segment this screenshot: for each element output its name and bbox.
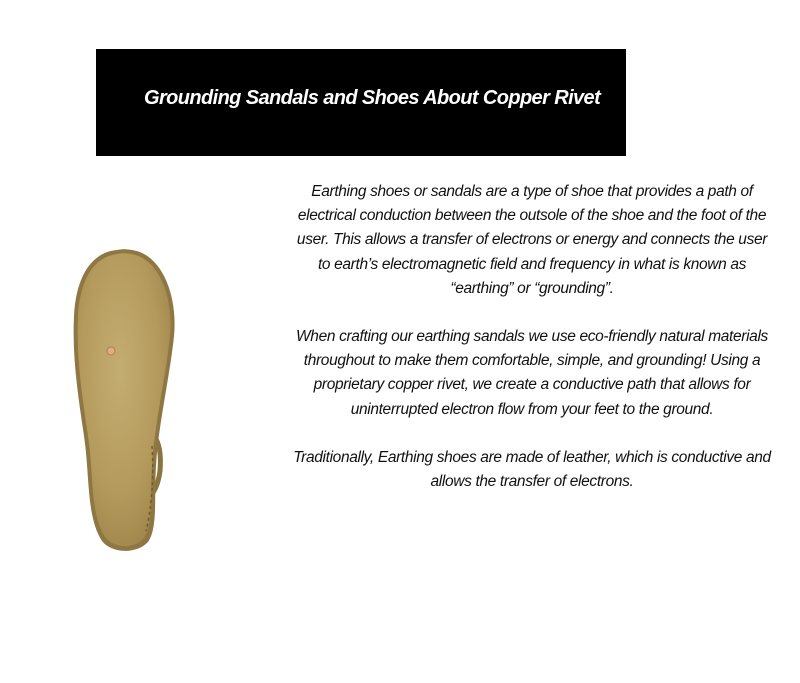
paragraph-earthing-definition: Earthing shoes or sandals are a type of shoe that provides a path of electrical conduction between the outsole of the shoe and the foot of the user. This allows a transfer of electrons or energy and connects the user to earth’s electromagnetic field and frequency in what is known as “earthing” or “grounding”. (296, 183, 768, 297)
sandal-sole-graphic (62, 246, 192, 556)
sandal-sole-image (62, 246, 192, 556)
description-text (292, 180, 772, 518)
paragraph-leather: Traditionally, Earthing shoes are made of leather, which is conductive and allows the transfer of electrons. (293, 448, 771, 491)
title-banner (96, 49, 626, 156)
paragraph-crafting: When crafting our earthing sandals we use eco-friendly natural materials throughout to make them comfortable, simple, and grounding! Using a proprietary copper rivet, we create a conductive path that allows for uninterrupted electron flow from your feet to the ground. (296, 328, 768, 418)
page-title: Grounding Sandals and Shoes About Copper Rivet (144, 87, 601, 109)
copper-rivet-icon (107, 347, 115, 355)
